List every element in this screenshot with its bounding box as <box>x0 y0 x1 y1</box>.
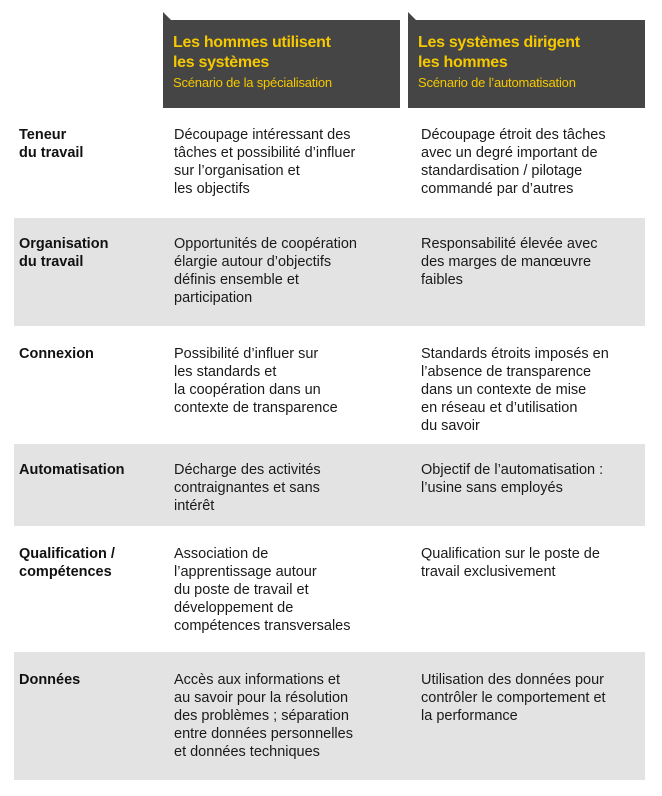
cell-automatisation: Qualification sur le poste de travail exclusivement <box>421 546 600 580</box>
cell-automatisation: Utilisation des données pour contrôler le comportement et la performance <box>421 672 606 724</box>
cell-automatisation: Standards étroits imposés en l’absence de transparence dans un contexte de mise en réseau et d’utilisation du savoir <box>421 346 609 434</box>
header-notch <box>408 12 416 20</box>
table-row-teneur <box>14 108 645 218</box>
column-header-automatisation <box>408 20 645 108</box>
column-title: Les hommes utilisent les systèmes <box>173 34 331 71</box>
row-label: Connexion <box>19 346 94 362</box>
cell-automatisation: Découpage étroit des tâches avec un degré important de standardisation / pilotage commandé par d’autres <box>421 127 606 197</box>
row-label: Teneur du travail <box>19 127 84 161</box>
cell-specialisation: Décharge des activités contraignantes et sans intérêt <box>174 462 321 514</box>
cell-specialisation: Possibilité d’influer sur les standards et la coopération dans un contexte de transparence <box>174 346 338 416</box>
table-row-organisation <box>14 218 645 326</box>
row-label: Organisation du travail <box>19 236 109 270</box>
table-row-connexion <box>14 326 645 444</box>
cell-automatisation: Responsabilité élevée avec des marges de manœuvre faibles <box>421 236 598 288</box>
table-header <box>0 20 662 108</box>
cell-specialisation: Opportunités de coopération élargie autour d’objectifs définis ensemble et participation <box>174 236 357 306</box>
table-row-qualification <box>14 526 645 652</box>
cell-specialisation: Découpage intéressant des tâches et possibilité d’influer sur l’organisation et les objectifs <box>174 127 356 197</box>
table-row-automatisation <box>14 444 645 526</box>
column-header-specialisation <box>163 20 400 108</box>
table-row-donnees <box>14 652 645 780</box>
row-label: Données <box>19 672 81 688</box>
cell-automatisation: Objectif de l’automatisation : l’usine sans employés <box>421 462 604 496</box>
column-subtitle: Scénario de l’automatisation <box>418 75 576 90</box>
row-label: Qualification / compétences <box>19 546 115 580</box>
header-notch <box>163 12 171 20</box>
column-subtitle: Scénario de la spécialisation <box>173 75 332 90</box>
cell-specialisation: Accès aux informations et au savoir pour la résolution des problèmes ; séparation entre données personnelles et données techniques <box>174 672 353 760</box>
cell-specialisation: Association de l’apprentissage autour du poste de travail et développement de compétences transversales <box>174 546 351 634</box>
column-title: Les systèmes dirigent les hommes <box>418 34 580 71</box>
row-label: Automatisation <box>19 462 125 478</box>
